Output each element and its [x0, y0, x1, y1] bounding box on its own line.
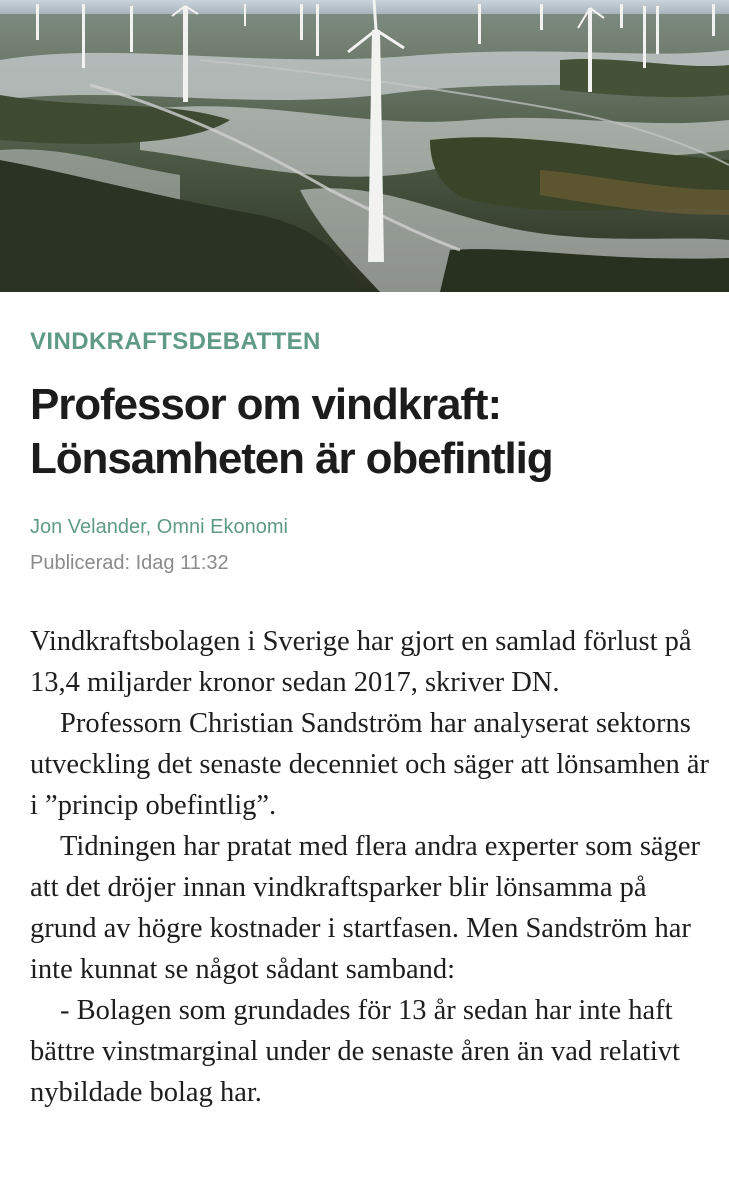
hero-image[interactable] — [0, 0, 729, 292]
paragraph-2: Professorn Christian Sandström har analyserat sektorns utveckling det senaste decenniet och säger att lönsamhen är i ”princip obefintlig”. — [30, 708, 709, 821]
headline-line-1: Professor om vindkraft: — [30, 380, 502, 429]
paragraph-1: Vindkraftsbolagen i Sverige har gjort en samlad förlust på 13,4 miljarder kronor sedan 2017, skriver DN. — [30, 626, 692, 698]
author-byline[interactable]: Jon Velander, Omni Ekonomi — [30, 516, 288, 538]
paragraph-4: - Bolagen som grundades för 13 år sedan har inte haft bättre vinstmarginal under de senaste åren än vad relativt nybildade bolag har. — [30, 995, 680, 1108]
publish-timestamp: Publicerad: Idag 11:32 — [30, 552, 229, 574]
wind-farm-photo — [0, 0, 729, 292]
section-kicker[interactable]: VINDKRAFTSDEBATTEN — [30, 328, 321, 355]
article-headline — [30, 378, 710, 486]
paragraph-3: Tidningen har pratat med flera andra experter som säger att det dröjer innan vindkraftsparker blir lönsamma på grund av högre kostnader i startfasen. Men Sandström har inte kunnat se något sådant samband: — [30, 831, 700, 985]
article-body — [30, 621, 720, 1113]
headline-line-2: Lönsamheten är obefintlig — [30, 434, 553, 483]
